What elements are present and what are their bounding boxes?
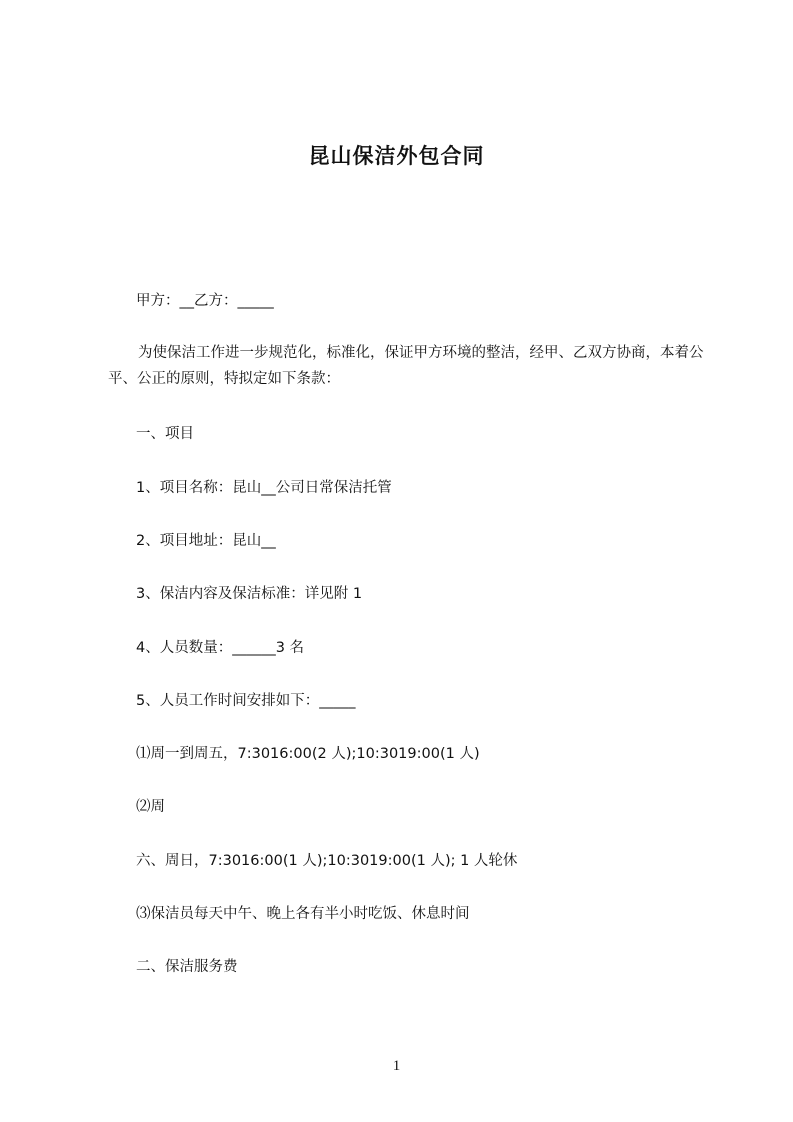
document-title: 昆山保洁外包合同 bbox=[308, 144, 485, 168]
item-project-name: 1、项目名称：昆山__公司日常保洁托管 bbox=[136, 480, 392, 496]
intro-paragraph: 为使保洁工作进一步规范化，标准化，保证甲方环境的整洁，经甲、乙双方协商，本着公平、公正的原则，特拟定如下条款： bbox=[108, 345, 704, 387]
item-staff-count: 4、人员数量：______3 名 bbox=[136, 640, 305, 656]
schedule-week-label: ⑵周 bbox=[136, 799, 165, 815]
item-cleaning-standard: 3、保洁内容及保洁标准：详见附 1 bbox=[136, 586, 363, 602]
item-work-schedule: 5、人员工作时间安排如下：_____ bbox=[136, 693, 356, 709]
page-number: 1 bbox=[392, 1058, 401, 1074]
section-heading-service-fee: 二、保洁服务费 bbox=[136, 959, 238, 975]
section-heading-project: 一、项目 bbox=[136, 426, 194, 442]
parties-line: 甲方：__乙方：_____ bbox=[136, 293, 274, 309]
schedule-breaks: ⑶保洁员每天中午、晚上各有半小时吃饭、休息时间 bbox=[136, 906, 470, 922]
schedule-weekdays: ⑴周一到周五，7:3016:00(2 人);10:3019:00(1 人) bbox=[136, 746, 480, 762]
item-project-address: 2、项目地址：昆山__ bbox=[136, 533, 276, 549]
schedule-weekend: 六、周日，7:3016:00(1 人);10:3019:00(1 人); 1 人轮休 bbox=[136, 853, 518, 869]
